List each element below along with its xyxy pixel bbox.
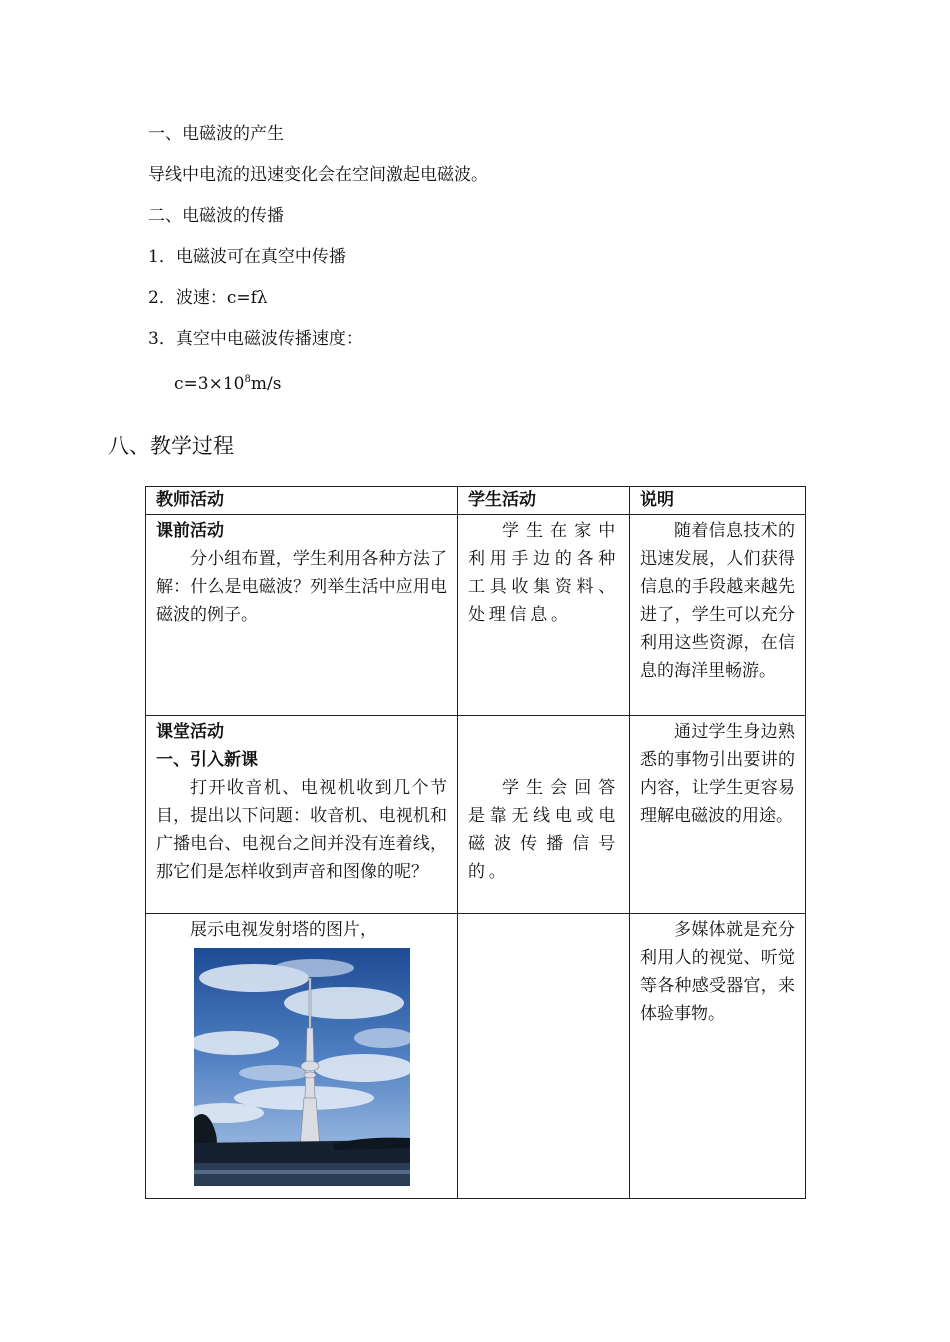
row1-teacher-cell <box>146 515 458 716</box>
tv-tower-photo <box>194 948 410 1186</box>
row1-teacher-text: 分小组布置，学生利用各种方法了解：什么是电磁波？列举生活中应用电磁波的例子。 <box>156 549 447 625</box>
speed-prefix: c=3×10 <box>174 374 245 394</box>
row1-student-cell <box>458 515 630 716</box>
row1-student-text: 学生在家中利用手边的各种工具收集资料、处理信息。 <box>468 521 619 625</box>
speed-exponent: 8 <box>244 374 251 385</box>
intro-line-1: 一、电磁波的产生 <box>148 124 284 144</box>
row3-note-cell <box>630 914 806 1199</box>
intro-line-6: 3．真空中电磁波传播速度： <box>148 329 363 349</box>
row2-student-cell <box>458 716 630 914</box>
row3-note-text: 多媒体就是充分利用人的视觉、听觉等各种感受器官，来体验事物。 <box>640 920 795 1024</box>
row2-teacher-cell <box>146 716 458 914</box>
row3-teacher-cell <box>146 914 458 1199</box>
row2-subtitle: 一、引入新课 <box>156 750 258 770</box>
row3-student-cell <box>458 914 630 1199</box>
row2-teacher-text: 打开收音机、电视机收到几个节目，提出以下问题：收音机、电视机和广播电台、电视台之间并没有连着线，那它们是怎样收到声音和图像的呢？ <box>156 778 447 882</box>
row2-title: 课堂活动 <box>156 722 224 742</box>
table-row <box>146 515 806 716</box>
teaching-process-table <box>145 486 806 1199</box>
section-heading: 八、教学过程 <box>108 434 234 458</box>
intro-line-3: 二、电磁波的传播 <box>148 206 284 226</box>
row1-note-text: 随着信息技术的迅速发展，人们获得信息的手段越来越先进了，学生可以充分利用这些资源，在信息的海洋里畅游。 <box>640 521 795 681</box>
row2-student-text: 学生会回答是靠无线电或电磁波传播信号的。 <box>468 778 619 882</box>
row1-title: 课前活动 <box>156 521 224 541</box>
table-row <box>146 716 806 914</box>
row2-note-text: 通过学生身边熟悉的事物引出要讲的内容，让学生更容易理解电磁波的用途。 <box>640 722 795 826</box>
row2-note-cell <box>630 716 806 914</box>
speed-unit: m/s <box>250 374 282 394</box>
intro-line-2: 导线中电流的迅速变化会在空间激起电磁波。 <box>148 165 488 185</box>
table-header-row <box>146 487 806 515</box>
row1-note-cell <box>630 515 806 716</box>
header-teacher: 教师活动 <box>146 487 458 515</box>
intro-line-4: 1．电磁波可在真空中传播 <box>148 247 346 267</box>
table-row <box>146 914 806 1199</box>
speed-formula <box>174 369 281 395</box>
row3-teacher-text: 展示电视发射塔的图片， <box>190 920 377 940</box>
header-student: 学生活动 <box>458 487 630 515</box>
intro-line-5: 2．波速：c=fλ <box>148 288 268 308</box>
header-note: 说明 <box>630 487 806 515</box>
